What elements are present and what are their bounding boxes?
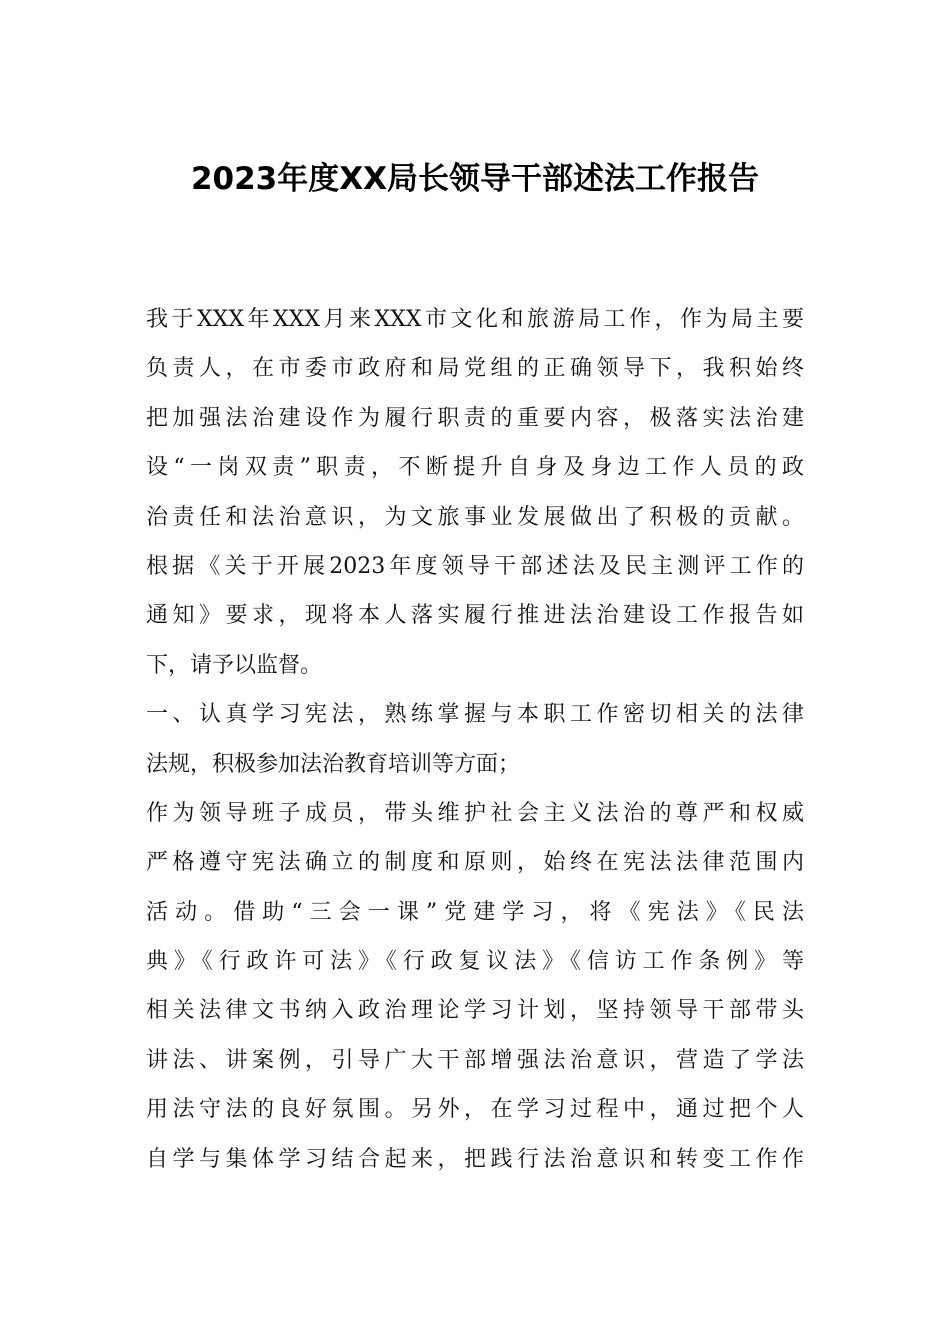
document-body	[146, 295, 804, 1184]
body-line: 相关法律文书纳入政治理论学习计划，坚持领导干部带头	[146, 998, 804, 1024]
body-line: 一、认真学习宪法，熟练掌握与本职工作密切相关的法律	[146, 702, 804, 728]
body-line: 治责任和法治意识，为文旅事业发展做出了积极的贡献。	[146, 504, 804, 530]
body-line: 我于XXX年XXX月来XXX市文化和旅游局工作，作为局主要	[146, 307, 804, 332]
body-line: 用法守法的良好氛围。另外，在学习过程中，通过把个人	[146, 1097, 804, 1123]
body-line: 自学与集体学习结合起来，把践行法治意识和转变工作作	[146, 1146, 804, 1172]
body-line: 典》《行政许可法》《行政复议法》《信访工作条例》等	[146, 949, 804, 975]
body-line: 讲法、讲案例，引导广大干部增强法治意识，营造了学法	[146, 1047, 804, 1073]
body-line: 严格遵守宪法确立的制度和原则，始终在宪法法律范围内	[146, 850, 804, 876]
document-title: 2023年度XX局长领导干部述法工作报告	[190, 161, 760, 197]
body-line: 活动。借助“三会一课”党建学习，将《宪法》《民法	[146, 899, 804, 925]
body-line: 根据《关于开展2023年度领导干部述法及民主测评工作的	[146, 553, 804, 579]
body-line: 下，请予以监督。	[146, 652, 323, 678]
body-line: 负责人，在市委市政府和局党组的正确领导下，我积始终	[146, 356, 804, 382]
body-line: 设“一岗双责”职责，不断提升自身及身边工作人员的政	[146, 455, 804, 481]
body-line: 法规，积极参加法治教育培训等方面；	[146, 751, 521, 777]
body-line: 作为领导班子成员，带头维护社会主义法治的尊严和权威	[146, 800, 804, 826]
body-line: 把加强法治建设作为履行职责的重要内容，极落实法治建	[146, 405, 804, 431]
body-line: 通知》要求，现将本人落实履行推进法治建设工作报告如	[146, 603, 804, 629]
